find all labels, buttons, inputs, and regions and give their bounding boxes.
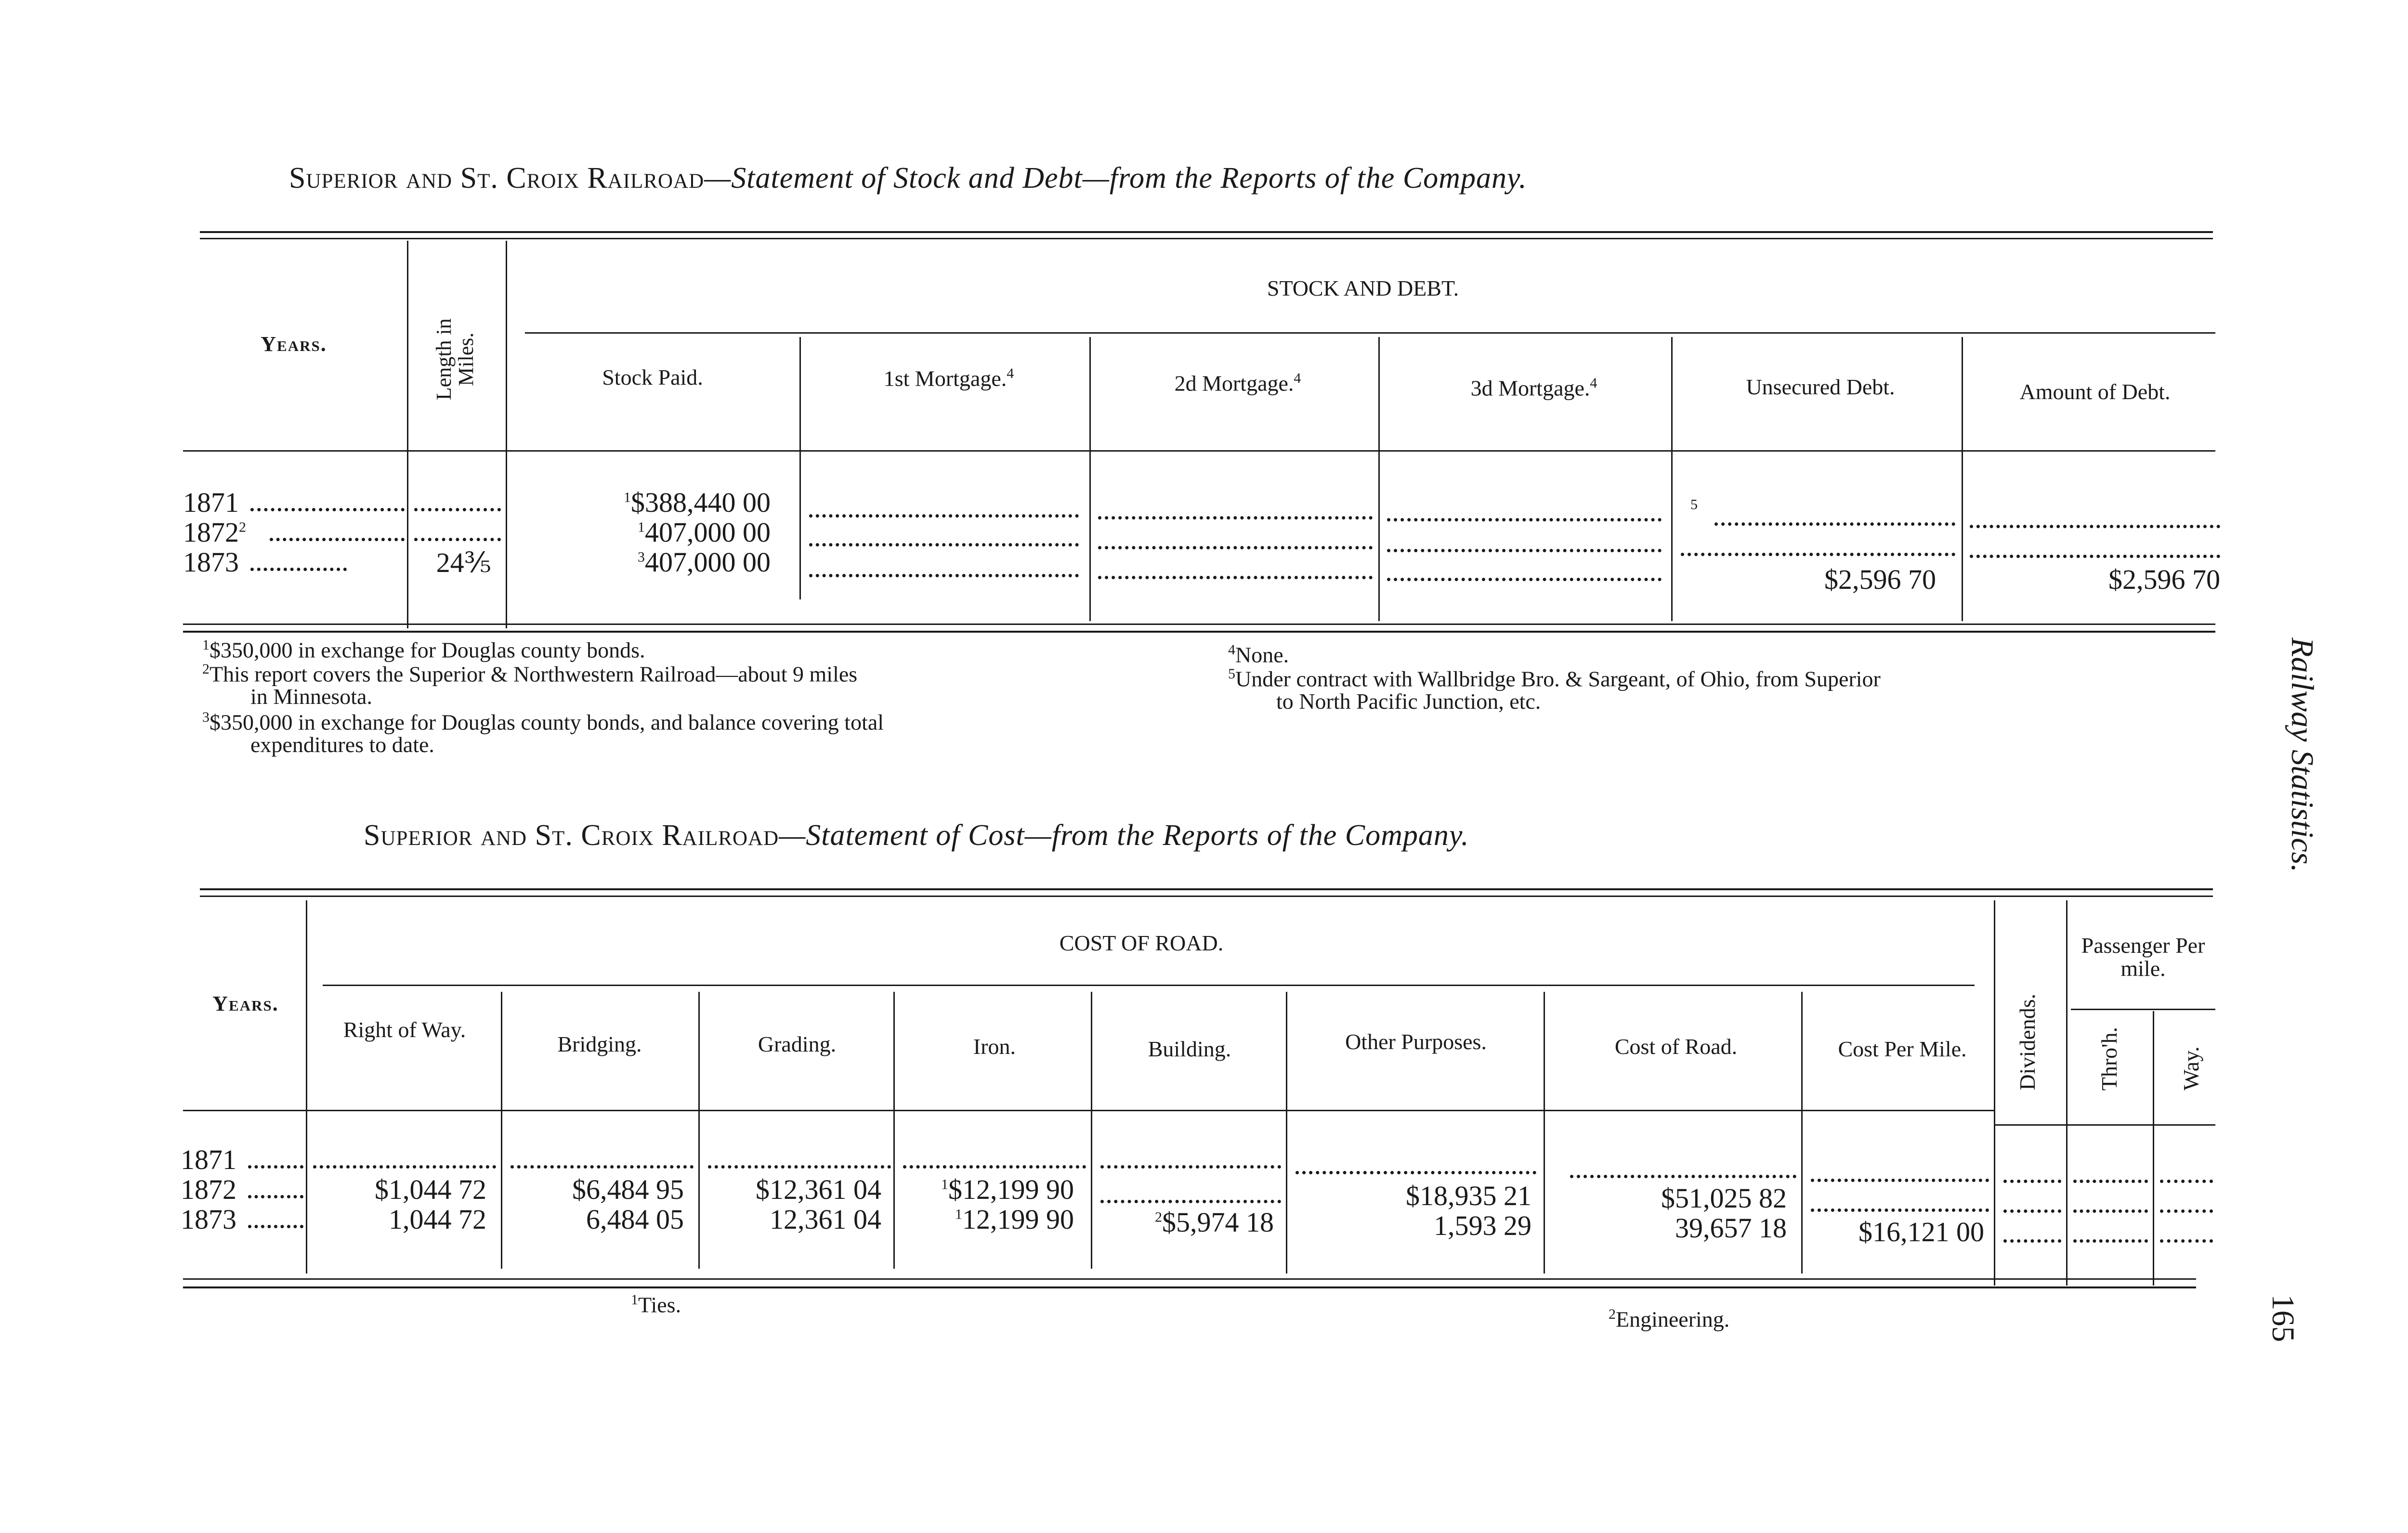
table2-row-1872: 1872	[181, 1174, 236, 1205]
table2-row-1872-iron: $^1$\$12,199 90	[941, 1174, 1074, 1205]
leader-dots	[1098, 516, 1373, 520]
table2-row-1872-bridging: $6,484 95	[572, 1174, 684, 1205]
table2-col-divider	[893, 992, 895, 1269]
table2-col-divider	[1994, 900, 1995, 1286]
leader-dots	[1387, 578, 1662, 581]
table2-other-header: Other Purposes.	[1345, 1029, 1487, 1054]
table2-col-divider	[1286, 992, 1287, 1273]
table1-footnote-1: $^1$\$350,000 in exchange for Douglas county bonds.	[202, 637, 645, 663]
table1-footnote-3: $^3$\$350,000 in exchange for Douglas county bonds, and balance covering total expenditures to date.	[202, 709, 884, 757]
leader-dots	[270, 538, 405, 541]
table1-row-1872: 1872$^2$	[183, 517, 246, 548]
table2-row-1873-cost-mile: $16,121 00	[1858, 1216, 1984, 1247]
table1-footnote-4: $^4$None.	[1228, 642, 1289, 667]
leader-dots	[1100, 1165, 1281, 1169]
table1-footnote-2: $^2$This report covers the Superior & Northwestern Railroad—about 9 miles in Minnesota.	[202, 661, 858, 709]
leader-dots	[414, 538, 501, 541]
leader-dots	[1570, 1175, 1796, 1178]
table2-bottom-rule	[183, 1278, 2196, 1280]
table2-footnote-2: $^2$Engineering.	[1609, 1306, 1730, 1332]
table1-m1-header: 1st Mortgage.$^4$	[883, 365, 1014, 391]
running-head: Railway Statistics.	[2285, 637, 2320, 872]
leader-dots	[1296, 1171, 1536, 1174]
table2-right-of-way-header: Right of Way.	[343, 1017, 466, 1042]
table1-stock-1873: $^3$407,000 00	[638, 546, 771, 578]
table1-stock-1871: $^1$\$388,440 00	[624, 487, 771, 518]
table2-footnote-1: $^1$Ties.	[631, 1292, 681, 1317]
leader-dots	[1811, 1208, 1989, 1212]
leader-dots	[1811, 1179, 1989, 1182]
table1-col-divider	[1378, 337, 1380, 621]
table2-col-divider	[2153, 1011, 2154, 1286]
table1-m3-header: 3d Mortgage.$^4$	[1470, 375, 1597, 401]
table2-col-divider	[1091, 992, 1092, 1269]
table1-length-header: Length in Miles.	[432, 318, 478, 401]
table2-row-1872-grading: $12,361 04	[756, 1174, 881, 1205]
table1-group-rule	[525, 332, 2215, 334]
table2-row-1873: 1873	[181, 1204, 236, 1235]
table1-bottom-rule	[183, 624, 2215, 625]
leader-dots	[510, 1165, 694, 1169]
table2-cost-road-header: Cost of Road.	[1614, 1034, 1738, 1059]
leader-dots	[809, 574, 1079, 577]
leader-dots	[1970, 555, 2220, 558]
table2-bottom-rule-2	[183, 1286, 2196, 1288]
leader-dots	[250, 508, 405, 511]
leader-dots	[248, 1225, 303, 1228]
table1-amount-1873: $2,596 70	[2108, 564, 2220, 595]
leader-dots	[2160, 1209, 2213, 1213]
leader-dots	[250, 568, 347, 571]
table1-bottom-rule-2	[183, 631, 2215, 633]
leader-dots	[1098, 546, 1373, 549]
table1-title-railroad: Superior and St. Croix Railroad	[289, 162, 705, 195]
table1-group-header: STOCK AND DEBT.	[1267, 276, 1459, 300]
table1-m2-header: 2d Mortgage.$^4$	[1174, 370, 1301, 396]
leader-dots	[2073, 1180, 2148, 1183]
leader-dots	[809, 543, 1079, 546]
leader-dots	[248, 1165, 303, 1169]
table2-cost-mile-header: Cost Per Mile.	[1838, 1037, 1967, 1061]
leader-dots	[2003, 1180, 2061, 1183]
leader-dots	[1681, 553, 1955, 556]
table1-col-divider	[1089, 337, 1091, 621]
table2-years-header: Years.	[212, 992, 279, 1015]
table1-row-1871: 1871	[183, 487, 239, 518]
table2-group-rule	[323, 985, 1975, 986]
table1-unsecured-1873: $2,596 70	[1824, 564, 1936, 595]
leader-dots	[2003, 1209, 2061, 1213]
table2-row-1872-other: $18,935 21	[1406, 1180, 1531, 1211]
table2-title	[364, 818, 1469, 853]
table1-col-divider	[799, 337, 801, 599]
leader-dots	[2003, 1239, 2061, 1243]
leader-dots	[2160, 1180, 2213, 1183]
leader-dots	[1387, 518, 1662, 521]
leader-dots	[2073, 1209, 2148, 1213]
leader-dots	[903, 1165, 1086, 1169]
table2-col-divider	[2066, 900, 2068, 1286]
leader-dots	[708, 1165, 891, 1169]
table2-col-divider	[306, 900, 307, 1273]
table2-building-header: Building.	[1148, 1037, 1231, 1061]
table1-amount-header: Amount of Debt.	[2019, 379, 2171, 404]
leader-dots	[2073, 1239, 2148, 1243]
leader-dots	[1387, 549, 1662, 552]
table2-header-rule-right	[1994, 1124, 2215, 1126]
table2-iron-header: Iron.	[973, 1034, 1016, 1059]
table2-grading-header: Grading.	[758, 1032, 837, 1056]
table2-col-divider	[1544, 992, 1545, 1273]
table1-unsecured-header: Unsecured Debt.	[1746, 375, 1895, 399]
table2-row-1873-right-of-way: 1,044 72	[389, 1204, 486, 1235]
table1-row-1873: 1873	[183, 546, 239, 578]
table1-col-divider	[407, 241, 408, 628]
page-number: 165	[2265, 1294, 2301, 1342]
leader-dots	[1970, 525, 2220, 528]
table2-row-1873-grading: 12,361 04	[770, 1204, 881, 1235]
table2-col-divider	[698, 992, 700, 1269]
leader-dots	[809, 514, 1079, 518]
table2-col-divider	[501, 992, 502, 1269]
leader-dots	[2160, 1239, 2213, 1243]
table2-group-header: COST OF ROAD.	[1059, 931, 1224, 955]
table1-col-divider	[1671, 337, 1673, 621]
leader-dots	[248, 1195, 303, 1198]
table1-years-header: Years.	[261, 332, 327, 356]
table2-header-rule	[183, 1110, 1994, 1111]
table1-col-divider	[506, 241, 507, 628]
table1-title	[289, 161, 1527, 195]
leader-dots	[1714, 522, 1955, 526]
leader-dots	[1098, 576, 1373, 579]
table1-footnote-5: $^5$Under contract with Wallbridge Bro. & Sargeant, of Ohio, from Superior to North Pacific Junction, etc.	[1228, 666, 1881, 714]
table2-top-rule	[200, 888, 2213, 890]
table2-row-1872-cost-road: $51,025 82	[1661, 1182, 1787, 1214]
table2-title-railroad: Superior and St. Croix Railroad	[364, 819, 779, 852]
table2-through-header: Thro'h.	[2096, 1027, 2121, 1091]
table1-header-rule	[183, 450, 2215, 452]
table1-length-1873: 24⅗	[436, 547, 491, 578]
table1-top-rule-2	[200, 238, 2213, 239]
table2-row-1871: 1871	[181, 1144, 236, 1175]
table2-row-1873-cost-road: 39,657 18	[1675, 1212, 1787, 1244]
table2-col-divider	[1801, 992, 1803, 1273]
table2-row-1872-right-of-way: $1,044 72	[375, 1174, 486, 1205]
table2-row-1873-other: 1,593 29	[1434, 1210, 1531, 1241]
leader-dots	[1100, 1200, 1281, 1203]
table1-col-divider	[1962, 337, 1963, 621]
table2-dividends-header: Dividends.	[2015, 993, 2040, 1091]
table2-row-1873-bridging: 6,484 05	[586, 1204, 684, 1235]
table1-top-rule	[200, 231, 2213, 233]
table2-way-header: Way.	[2178, 1046, 2203, 1091]
table2-row-1873-building: $^2$\$5,974 18	[1155, 1207, 1274, 1238]
table2-top-rule-2	[200, 896, 2213, 897]
table2-passenger-header: Passenger Per mile.	[2081, 933, 2205, 981]
table1-title-subtitle: —Statement of Stock and Debt—from the Reports of the Company.	[704, 162, 1527, 195]
table2-bridging-header: Bridging.	[557, 1032, 642, 1056]
table2-title-subtitle: —Statement of Cost—from the Reports of the Company.	[779, 819, 1469, 852]
table1-unsecured-1871-note: 5	[1690, 496, 1698, 513]
leader-dots	[414, 508, 501, 511]
table1-stock-1872: $^1$407,000 00	[638, 517, 771, 548]
leader-dots	[313, 1165, 496, 1169]
table2-row-1873-iron: $^1$12,199 90	[955, 1204, 1074, 1235]
table1-stock-header: Stock Paid.	[602, 365, 703, 390]
